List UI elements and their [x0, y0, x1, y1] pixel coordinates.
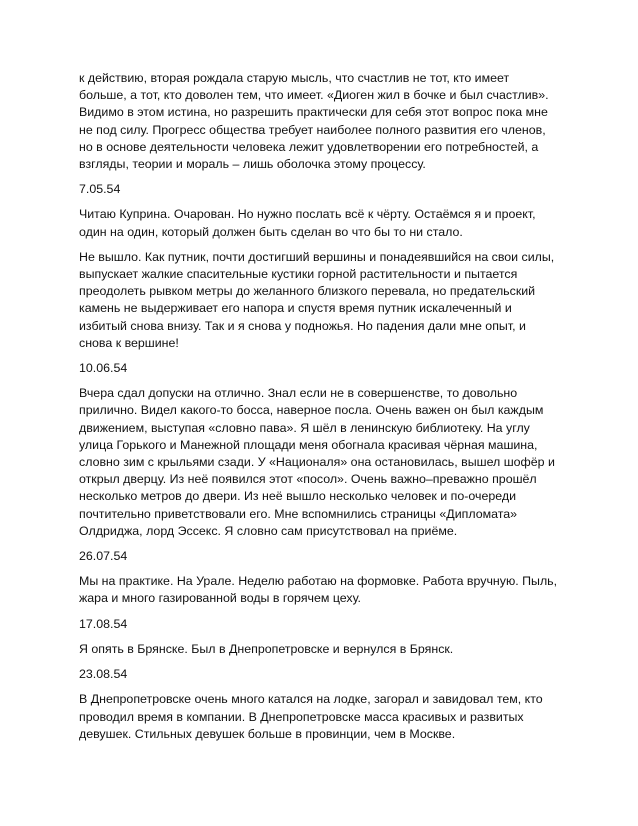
entry-date: 7.05.54: [79, 182, 121, 197]
entry-date: 10.06.54: [79, 361, 128, 376]
paragraph-ural-practice: Мы на практике. На Урале. Неделю работаю на формовке. Работа вручную. Пыль, жара и много газированной воды в горячем цеху.: [79, 574, 558, 606]
entry-date: 26.07.54: [79, 549, 128, 564]
entry-date: 17.08.54: [79, 616, 128, 631]
paragraph-kuprin: Читаю Куприна. Очарован. Но нужно послать всё к чёрту. Остаёмся я и проект, один на один, который должен быть сделан во что бы то ни стало.: [79, 207, 536, 239]
entry-date: 23.08.54: [79, 667, 128, 682]
paragraph-continuation: к действию, вторая рождала старую мысль, что счастлив не тот, кто имеет больше, а тот, кто доволен тем, что имеет. «Диоген жил в бочке и был счастлив». Видимо в этом истина, но разрешить практически для себя этот вопрос пока мне не под силу. Прогресс общества требует наиболее полного развития его членов, но в основе деятельности человека лежит удовлетворении его потребностей, а взгляды, теории и мораль – лишь оболочка этому процессу.: [79, 71, 549, 172]
paragraph-dnepropetrovsk: В Днепропетровске очень много катался на лодке, загорал и завидовал тем, кто проводил время в компании. В Днепропетровске масса красивых и развитых девушек. Стильных девушек больше в провинции, чем в Москве.: [79, 692, 543, 741]
document-body: [79, 70, 559, 751]
paragraph-ambassador: Вчера сдал допуски на отлично. Знал если не в совершенстве, то довольно прилично. Видел какого-то босса, наверное посла. Очень важен он был каждым движением, выступая «словно пава». Я шёл в ленинскую библиотеку. На углу улица Горького и Манежной площади меня обогнала красивая чёрная машина, словно зим с крыльями сзади. У «Националя» она остановилась, вышел шофёр и открыл дверцу. Из неё появился этот «посол». Очень важно–преважно прошёл несколько метров до двери. Из неё вышло несколько человек и по-очереди почтительно приветствовали его. Мне вспомнились страницы «Дипломата» Олдриджа, лорд Эссекс. Я словно сам присутствовал на приёме.: [79, 386, 555, 538]
paragraph-bryansk: Я опять в Брянске. Был в Днепропетровске и вернулся в Брянск.: [79, 641, 454, 656]
paragraph-climber: Не вышло. Как путник, почти достигший вершины и понадеявшийся на свои силы, выпускает жалкие спасительные кустики горной растительности и пытается преодолеть рывком метры до желанного близкого перевала, но предательский камень не выдерживает его напора и спустя время путник искалеченный и избитый снова внизу. Так и я снова у подножья. Но падения дали мне опыт, и снова к вершине!: [79, 249, 555, 350]
